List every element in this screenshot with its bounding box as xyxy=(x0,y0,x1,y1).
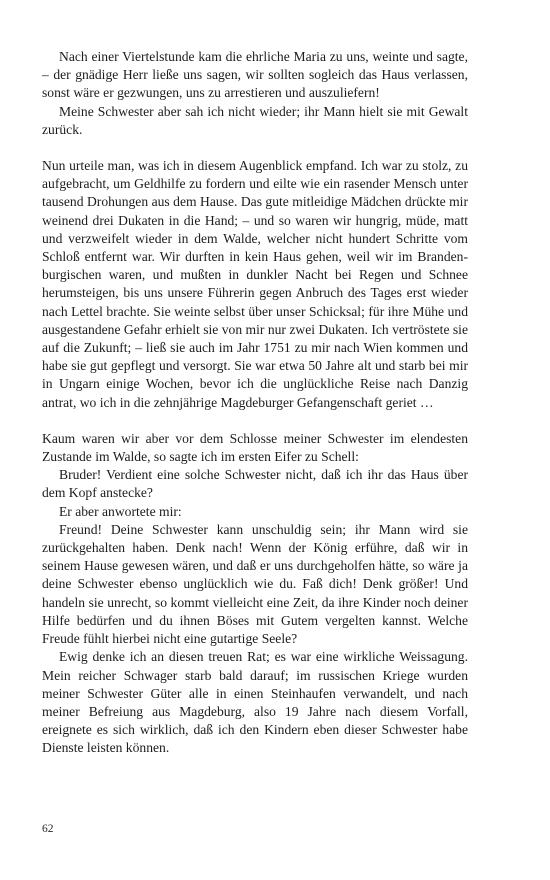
paragraph: Er aber anwortete mir: xyxy=(59,503,182,519)
paragraph: Ewig denke ich an diesen treuen Rat; es war eine wirkliche Weissagung. Mein reicher Schwager starb bald darauf; im russischen Kriege wurden meiner Schwester Güter alle in einen Steinhaufen verwandelt, und nach meiner Befreiung aus Magdeburg, also 19 Jahre nach diesem Vorfall, ereignete es sich wirklich, daß ich den Kindern eben dieser Schwester habe Dienste leisten können. xyxy=(42,649,468,756)
paragraph: Meine Schwester aber sah ich nicht wieder; ihr Mann hielt sie mit Gewalt zurück. xyxy=(42,103,468,137)
paragraph: Kaum waren wir aber vor dem Schlosse meiner Schwester im elendesten Zustande im Walde, so sagte ich im ersten Eifer zu Schell: xyxy=(42,430,468,465)
page-number: 62 xyxy=(42,823,54,835)
body-text xyxy=(42,48,468,758)
paragraph: Nun urteile man, was ich in diesem Augenblick empfand. Ich war zu stolz, zu aufgebracht, um Geldhilfe zu fordern und eilte wie ein rasender Mensch unter tausend Drohungen aus dem Hause. Das gute mitleidige Mädchen drückte mir weinend drei Dukaten in die Hand; – und so waren wir hungrig, müde, matt und verzweifelt wieder in dem Walde, welcher nicht hundert Schritte vom Schloß entfernt war. Wir durften in kein Haus gehen, weil wir im Brandenburgischen waren, und mußten in dunkler Nacht bei Regen und Schnee herumsteigen, bis uns unsere Führerin gegen Anbruch des Tages erst wieder nach Lettel brachte. Sie weinte selbst über unser Schicksal; für ihre Mühe und ausgestandene Gefahr erhielt sie von mir nur zwei Dukaten. Ich vertröstete sie auf die Zukunft; – ließ sie auch im Jahr 1751 zu mir nach Wien kommen und habe sie gut gepflegt und versorgt. Sie war etwa 50 Jahre alt und starb bei mir in Ungarn einige Wochen, bevor ich die unglückliche Reise nach Danzig antrat, wo ich in die zehnjährige Magdeburger Gefangenschaft geriet … xyxy=(42,158,468,410)
paragraph: Bruder! Verdient eine solche Schwester nicht, daß ich ihr das Haus über dem Kopf anstecke? xyxy=(42,467,468,501)
paragraph: Freund! Deine Schwester kann unschuldig sein; ihr Mann wird sie zurückgehalten haben. Denk nach! Wenn der König erführe, daß wir in seinem Hause gewesen wären, und daß er uns durchgeholfen hätte, so wäre ja deine Schwester ebenso unglücklich wie du. Faß dich! Denk größer! Und handeln sie unrecht, so kommt vielleicht eine Zeit, da ihre Kinder noch deiner Hilfe bedürfen und du ihnen Böses mit Gutem vergelten kannst. Welche Freude fühlt hierbei nicht eine gutartige Seele? xyxy=(42,521,468,647)
paragraph: Nach einer Viertelstunde kam die ehrliche Maria zu uns, weinte und sagte, – der gnädige Herr ließe uns sagen, wir sollten sogleich das Haus verlassen, sonst wäre er gezwungen, uns zu arrestieren und auszuliefern! xyxy=(42,49,468,101)
